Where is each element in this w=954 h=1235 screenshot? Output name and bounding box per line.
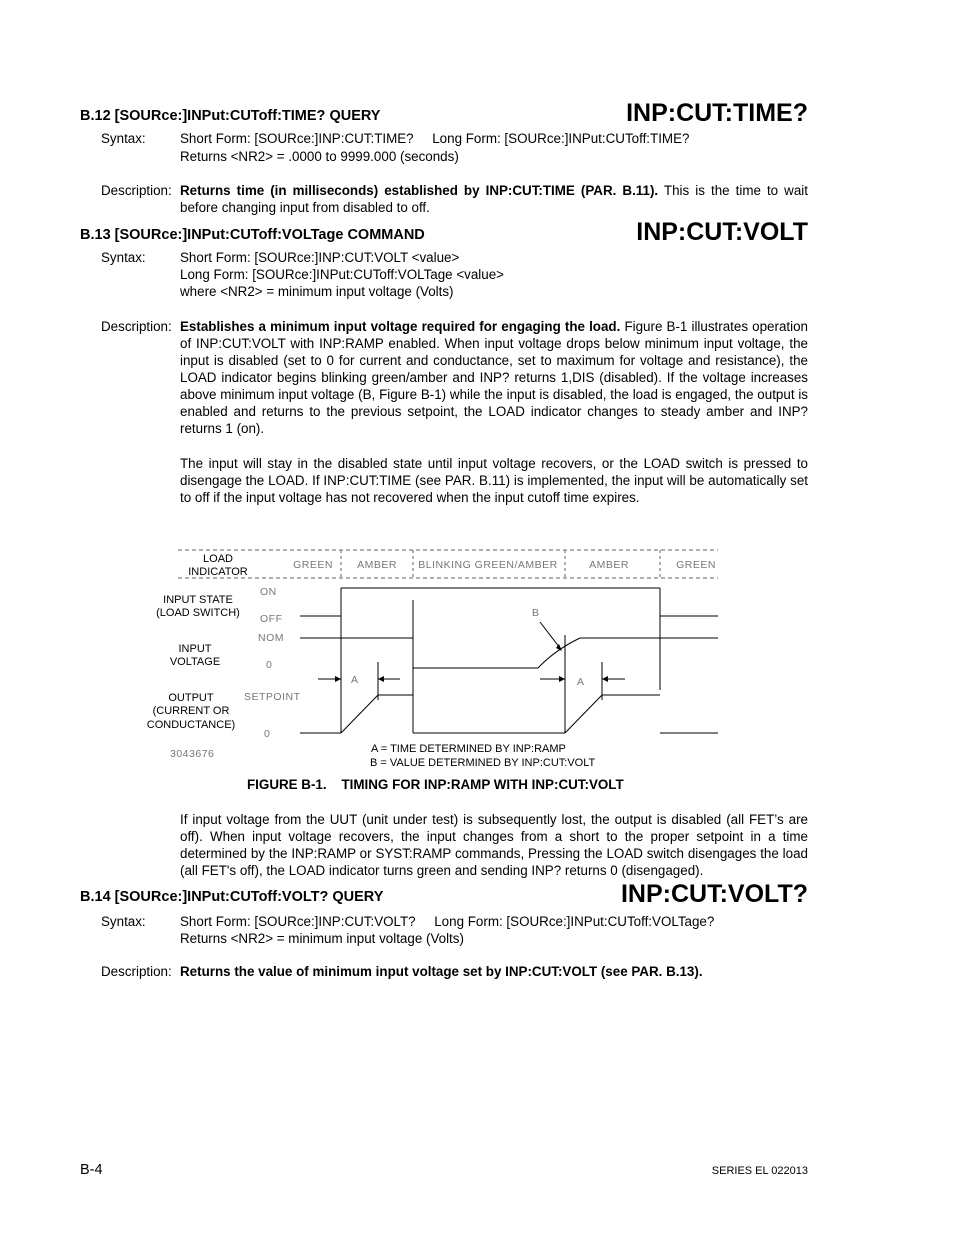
marker-a-2: A: [577, 676, 585, 688]
b13-syntax-line2: Long Form: [SOURce:]INPut:CUToff:VOLTage <value>: [180, 267, 505, 282]
b12-syntax-line1: Short Form: [SOURce:]INP:CUT:TIME? Long Form: [SOURce:]INPut:CUToff:TIME?: [180, 131, 690, 146]
figure-caption: FIGURE B-1. TIMING FOR INP:RAMP WITH INP:CUT:VOLT: [247, 777, 624, 792]
label-load-indicator-1: LOAD: [203, 553, 233, 565]
b14-description: [180, 963, 808, 980]
segment-green-2: GREEN: [676, 559, 716, 571]
b12-syntax-line2: Returns <NR2> = .0000 to 9999.000 (seconds): [180, 149, 459, 164]
b13-syntax-line1: Short Form: [SOURce:]INP:CUT:VOLT <value>: [180, 250, 460, 265]
b12-description: [180, 182, 808, 216]
b12-syntax-label: Syntax:: [101, 131, 146, 146]
segment-green-1: GREEN: [293, 559, 333, 571]
level-nom: NOM: [258, 632, 284, 644]
b14-description-bold: Returns the value of minimum input voltage set by INP:CUT:VOLT (see PAR. B.13).: [180, 964, 703, 979]
b14-syntax-line1: Short Form: [SOURce:]INP:CUT:VOLT? Long Form: [SOURce:]INPut:CUToff:VOLTage?: [180, 914, 715, 929]
b12-description-bold: Returns time (in milliseconds) established by INP:CUT:TIME (PAR. B.11).: [180, 183, 659, 198]
level-setpoint: SETPOINT: [244, 691, 301, 703]
b13-description: [180, 318, 808, 437]
label-load-indicator-2: INDICATOR: [188, 566, 248, 578]
label-output-2: (CURRENT OR: [152, 705, 230, 717]
after-figure-paragraph: If input voltage from the UUT (unit under test) is subsequently lost, the output is disabled (all FET’s are off). When input voltage recovers, the input changes from a short to the proper setpoint in a time determined by the INP:RAMP or SYST:RAMP commands, Pressing the LOAD switch disengages the load (all FET's off), the LOAD indicator turns green and sending INP? returns 0 (disengaged).: [180, 812, 808, 878]
b13-description-bold: Establishes a minimum input voltage required for engaging the load.: [180, 319, 621, 334]
level-zero-2: 0: [264, 728, 271, 740]
b13-description-label: Description:: [101, 319, 172, 334]
label-input-voltage-2: VOLTAGE: [169, 656, 221, 668]
b13-description-rest: Figure B-1 illustrates operation of INP:CUT:VOLT with INP:RAMP enabled. When input voltage drops below minimum input voltage, the input is disabled (set to 0 for current and conductance, set to maximum for voltage and resistance), the LOAD indicator begins blinking green/amber and INP? returns 1,DIS (disabled). If the voltage increases above minimum input voltage (B, Figure B-1) while the input is disabled, the load is engaged, the output is enabled and returns to the previous setpoint, the LOAD indicator changes to steady amber and INP? returns 1 (on).: [180, 319, 808, 436]
level-zero-1: 0: [266, 659, 273, 671]
label-input-state-1: INPUT STATE: [163, 594, 233, 606]
section-b13-command: INP:CUT:VOLT: [636, 218, 808, 246]
legend-b: B = VALUE DETERMINED BY INP:CUT:VOLT: [370, 757, 596, 769]
section-b12-command: INP:CUT:TIME?: [626, 99, 808, 127]
label-input-voltage-1: INPUT: [178, 643, 212, 655]
level-on: ON: [260, 586, 277, 598]
section-b14-heading: B.14 [SOURce:]INPut:CUToff:VOLT? QUERY: [80, 889, 384, 905]
b12-description-rest: This is the time to wait before changing input from disabled to off.: [180, 183, 808, 215]
b12-description-label: Description:: [101, 183, 172, 198]
segment-blinking: BLINKING GREEN/AMBER: [418, 559, 558, 571]
b13-syntax-label: Syntax:: [101, 250, 146, 265]
section-b13-heading: B.13 [SOURce:]INPut:CUToff:VOLTage COMMAND: [80, 227, 425, 243]
drawing-number: 3043676: [170, 748, 215, 760]
label-output-3: CONDUCTANCE): [146, 719, 236, 731]
label-input-state-2: (LOAD SWITCH): [156, 607, 240, 619]
b13-syntax-line3: where <NR2> = minimum input voltage (Volts): [180, 284, 454, 299]
b14-syntax-line2: Returns <NR2> = minimum input voltage (Volts): [180, 931, 464, 946]
b14-description-label: Description:: [101, 964, 172, 979]
section-b14-command: INP:CUT:VOLT?: [620, 880, 808, 908]
b13-paragraph-2: The input will stay in the disabled state until input voltage recovers, or the LOAD switch is pressed to disengage the LOAD. If INP:CUT:TIME (see PAR. B.11) is implemented, the input will be automatically set to off if the input voltage has not recovered when the input cutoff time expires.: [180, 456, 808, 505]
legend-a: A = TIME DETERMINED BY INP:RAMP: [371, 743, 566, 755]
segment-amber-2: AMBER: [589, 559, 629, 571]
segment-amber-1: AMBER: [357, 559, 397, 571]
series-label: SERIES EL 022013: [711, 1165, 808, 1177]
section-b12-heading: B.12 [SOURce:]INPut:CUToff:TIME? QUERY: [80, 108, 381, 124]
marker-b: B: [532, 607, 540, 619]
label-output-1: OUTPUT: [168, 692, 214, 704]
page-number: B-4: [80, 1162, 103, 1178]
level-off: OFF: [260, 613, 283, 625]
marker-a-1: A: [351, 674, 359, 686]
timing-diagram: [0, 540, 954, 770]
b14-syntax-label: Syntax:: [101, 914, 146, 929]
